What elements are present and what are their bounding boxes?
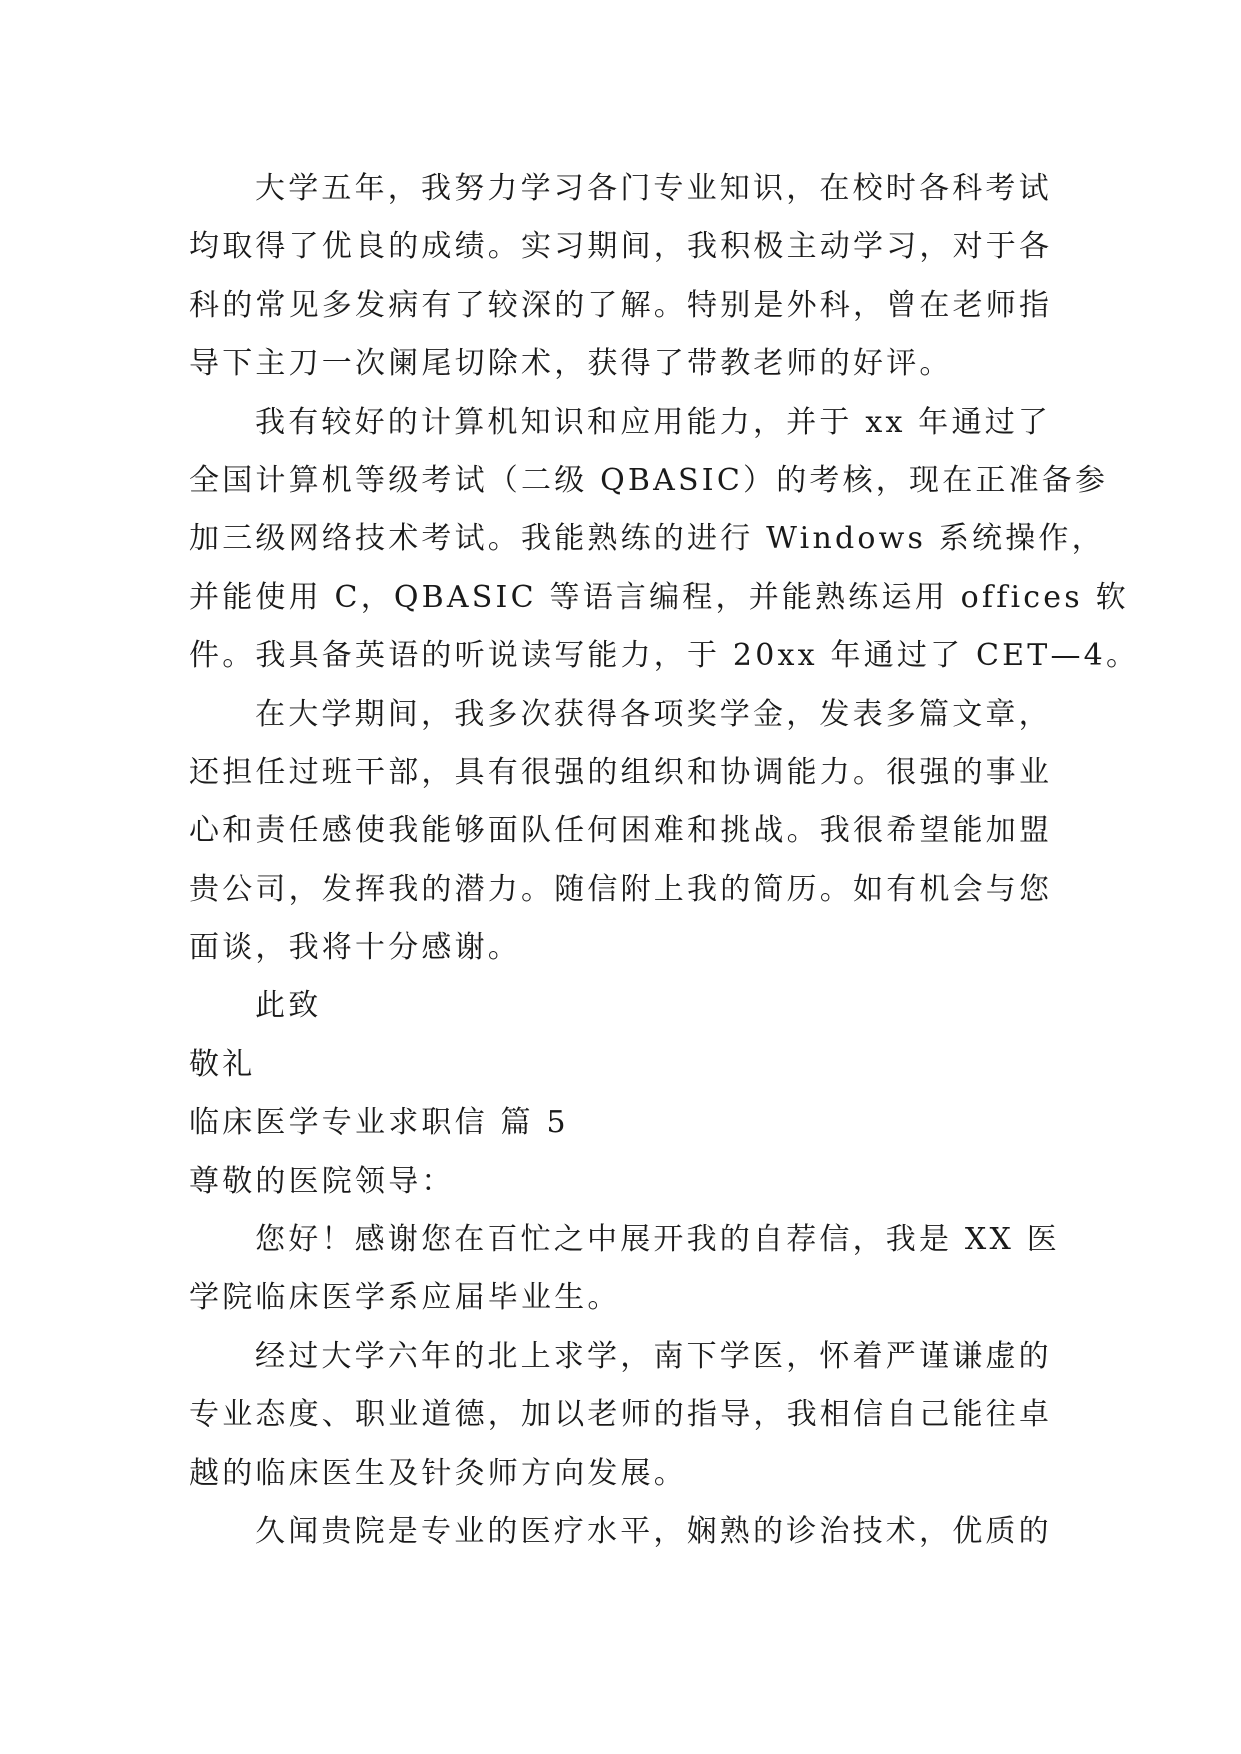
text-line: 在大学期间，我多次获得各项奖学金，发表多篇文章，	[255, 696, 1052, 732]
text-line: 件。我具备英语的听说读写能力，于 20xx 年通过了 CET—4。	[189, 638, 1140, 674]
closing-salutation: 此致	[255, 988, 322, 1024]
text-line: 经过大学六年的北上求学，南下学医，怀着严谨谦虚的	[255, 1338, 1052, 1374]
text-line: 大学五年，我努力学习各门专业知识，在校时各科考试	[255, 171, 1052, 206]
text-line: 均取得了优良的成绩。实习期间，我积极主动学习，对于各	[189, 229, 1053, 265]
text-line: 并能使用 C，QBASIC 等语言编程，并能熟练运用 offices 软	[189, 579, 1129, 615]
text-line: 全国计算机等级考试（二级 QBASIC）的考核，现在正准备参	[189, 462, 1109, 498]
text-line: 还担任过班干部，具有很强的组织和协调能力。很强的事业	[189, 754, 1053, 790]
text-line: 您好！感谢您在百忙之中展开我的自荐信，我是 XX 医	[255, 1222, 1060, 1258]
text-line: 贵公司，发挥我的潜力。随信附上我的简历。如有机会与您	[189, 871, 1053, 907]
text-line: 专业态度、职业道德，加以老师的指导，我相信自己能往卓	[189, 1397, 1053, 1433]
text-line: 我有较好的计算机知识和应用能力，并于 xx 年通过了	[255, 404, 1052, 440]
text-line: 越的临床医生及针灸师方向发展。	[189, 1455, 687, 1491]
text-line: 加三级网络技术考试。我能熟练的进行 Windows 系统操作，	[189, 521, 1105, 557]
text-line: 导下主刀一次阑尾切除术，获得了带教老师的好评。	[189, 346, 953, 382]
text-line: 面谈，我将十分感谢。	[189, 930, 521, 966]
text-line: 科的常见多发病有了较深的了解。特别是外科，曾在老师指	[189, 287, 1053, 323]
text-line: 久闻贵院是专业的医疗水平，娴熟的诊治技术，优质的	[255, 1513, 1052, 1549]
text-line: 心和责任感使我能够面队任何困难和挑战。我很希望能加盟	[189, 813, 1053, 849]
letter-greeting: 尊敬的医院领导：	[189, 1163, 455, 1199]
section-title: 临床医学专业求职信 篇 5	[189, 1105, 569, 1141]
text-line: 学院临床医学系应届毕业生。	[189, 1280, 621, 1316]
closing-regards: 敬礼	[189, 1046, 256, 1082]
document-body	[189, 160, 1140, 1561]
